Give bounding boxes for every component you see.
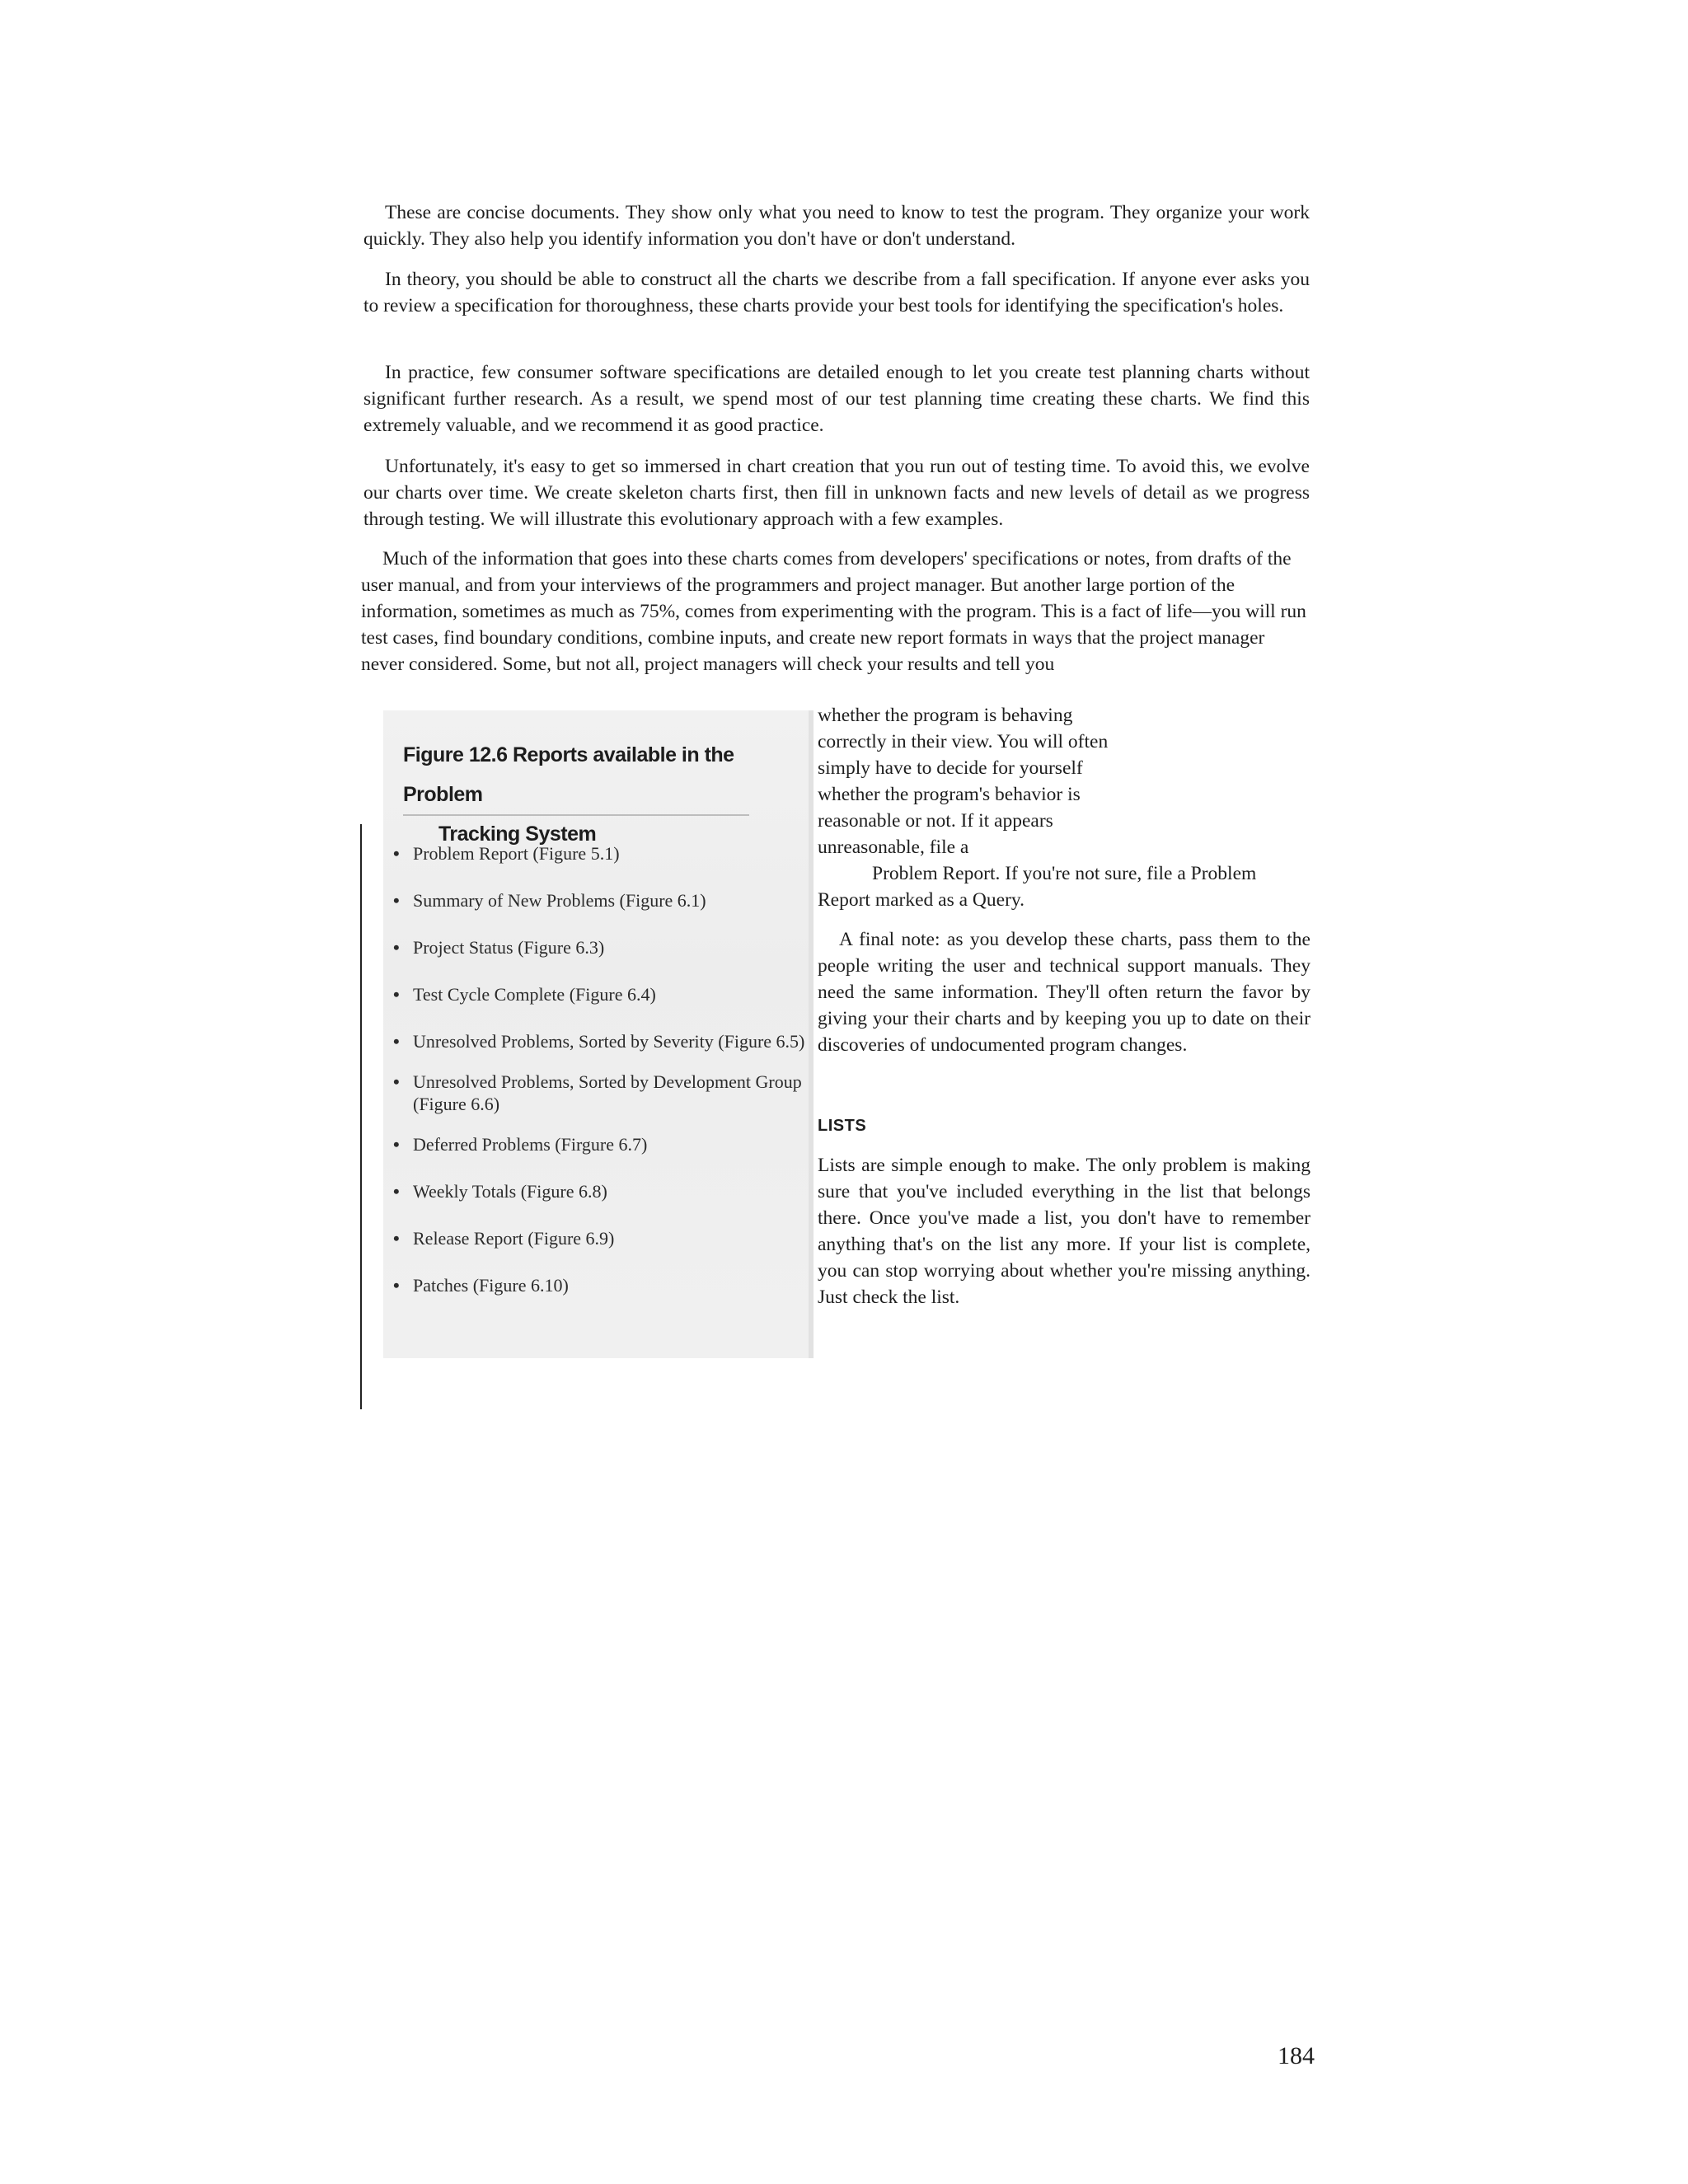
paragraph-final-note: A final note: as you develop these charts, pass them to the people writing the user and technical support manuals. They need the same information. They'll often return the favor by giving your their charts and by keeping you up to date on their discoveries of undocumented program changes. [818,929,1311,1056]
paragraph-whether-program-behaving: whether the program is behaving correctly in their view. You will often simply have to decide for yourself whether the program's behavior is reasonable or not. If it appears unreasonable, file a [818,705,1109,858]
bullet-icon: • [393,1031,400,1052]
paragraph-problem-report-query [818,860,1311,913]
paragraph-much-of-the-information: Much of the information that goes into these charts comes from developers' specifications or notes, from drafts of the user manual, and from your interviews of the programmers and project manager. But another large portion of the information, sometimes as much as 75%, comes from experimenting with the program. This is a fact of life—you will run test cases, find boundary conditions, combine inputs, and create new report formats in ways that the project manager never considered. Some, but not all, project managers will check your results and tell you [361,548,1306,675]
bullet-icon: • [393,1275,400,1296]
list-item [393,1133,805,1155]
paragraph-unfortunately: Unfortunately, it's easy to get so immersed in chart creation that you run out of testing time. To avoid this, we evolve our charts over time. We create skeleton charts first, then fill in unknown facts and new levels of detail as we progress through testing. We will illustrate this evolutionary approach with a few examples. [363,456,1310,530]
list-item [393,1030,805,1052]
list-item [393,842,805,865]
page-number: 184 [1278,2042,1315,2069]
paragraph-lists: Lists are simple enough to make. The only problem is making sure that you've included everything in the list that belongs there. Once you've made a list, you don't have to remember anything that's on the list any more. If your list is complete, you can stop worrying about whether you're missing anything. Just check the list. [818,1155,1311,1308]
paragraph-in-theory: In theory, you should be able to construct all the charts we describe from a fall specification. If anyone ever asks you to review a specification for thoroughness, these charts provide your best tools for identifying the specification's holes. [363,269,1310,316]
figure-title-line-1: Figure 12.6 Reports available in the Problem [403,743,734,806]
paragraph-in-practice: In practice, few consumer software specifications are detailed enough to let you create test planning charts without significant further research. As a result, we spend most of our test planning time creating these charts. We find this extremely valuable, and we recommend it as good practice. [363,362,1310,436]
bullet-icon: • [393,1228,400,1249]
figure-title [403,735,799,854]
list-item-text: Project Status (Figure 6.3) [413,937,605,958]
paragraph-concise-documents: These are concise documents. They show only what you need to know to test the program. They organize your work quickly. They also help you identify information you don't have or don't understand. [363,202,1310,250]
list-item [393,1274,805,1296]
list-item-text: Release Report (Figure 6.9) [413,1228,615,1249]
list-item-text: Unresolved Problems, Sorted by Development Group (Figure 6.6) [413,1071,802,1114]
list-item [393,936,805,958]
bullet-icon: • [393,1071,400,1092]
list-item [393,1227,805,1249]
bullet-icon: • [393,1134,400,1155]
list-item-text: Patches (Figure 6.10) [413,1275,569,1296]
list-item-text: Weekly Totals (Figure 6.8) [413,1181,607,1202]
figure-title-line-2: Tracking System [438,823,597,846]
list-item [393,1180,805,1202]
list-item-text: Unresolved Problems, Sorted by Severity (Figure 6.5) [413,1031,805,1052]
list-item-text: Problem Report (Figure 5.1) [413,843,620,864]
list-item [393,1071,805,1115]
list-item-text: Test Cycle Complete (Figure 6.4) [413,984,656,1005]
bullet-icon: • [393,984,400,1005]
list-item-text: Deferred Problems (Firgure 6.7) [413,1134,648,1155]
bullet-icon: • [393,1181,400,1202]
bullet-icon: • [393,890,400,911]
list-item [393,983,805,1005]
section-heading-lists: LISTS [818,1117,867,1135]
paragraph-continuation: Problem Report. If you're not sure, file a Problem Report marked as a Query. [818,863,1257,911]
change-bar [360,824,362,1409]
list-item-text: Summary of New Problems (Figure 6.1) [413,890,706,911]
list-item [393,889,805,912]
figure-report-list [393,842,805,1321]
bullet-icon: • [393,843,400,864]
bullet-icon: • [393,937,400,958]
figure-divider [403,814,749,816]
figure-12-6 [383,710,814,1358]
